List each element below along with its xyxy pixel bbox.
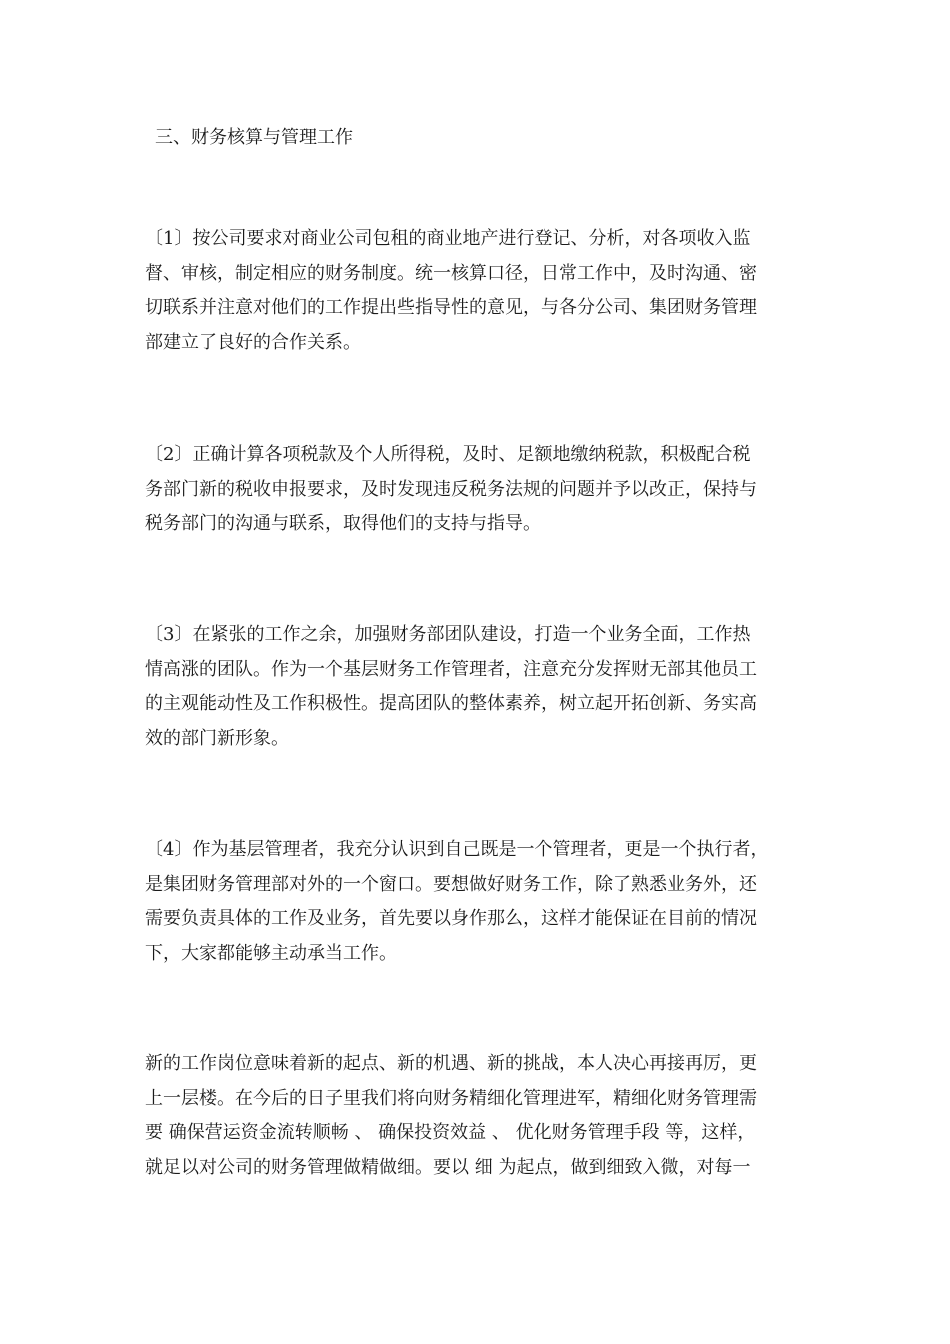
paragraph-line: 下，大家都能够主动承当工作。 xyxy=(145,942,397,964)
paragraph-line: 务部门新的税收申报要求，及时发现违反税务法规的问题并予以改正，保持与 xyxy=(145,478,757,500)
paragraph-5 xyxy=(145,1047,825,1185)
paragraph-line: 新的工作岗位意味着新的起点、新的机遇、新的挑战，本人决心再接再厉，更 xyxy=(145,1053,757,1074)
paragraph-4 xyxy=(145,833,825,971)
paragraph-line: 〔3〕在紧张的工作之余，加强财务部团队建设，打造一个业务全面，工作热 xyxy=(145,624,751,645)
paragraph-line: 税务部门的沟通与联系，取得他们的支持与指导。 xyxy=(145,513,541,534)
paragraph-line: 〔4〕作为基层管理者，我充分认识到自己既是一个管理者，更是一个执行者， xyxy=(145,839,769,860)
paragraph-line: 〔2〕正确计算各项税款及个人所得税，及时、足额地缴纳税款，积极配合税 xyxy=(145,444,751,465)
paragraph-line: 督、审核，制定相应的财务制度。统一核算口径，日常工作中，及时沟通、密 xyxy=(145,262,757,284)
paragraph-line: 就足以对公司的财务管理做精做细。要以 细 为起点，做到细致入微，对每一 xyxy=(145,1156,751,1178)
paragraph-line: 上一层楼。在今后的日子里我们将向财务精细化管理进军，精细化财务管理需 xyxy=(145,1087,757,1109)
section-heading: 三、财务核算与管理工作 xyxy=(155,127,353,148)
paragraph-line: 〔1〕按公司要求对商业公司包租的商业地产进行登记、分析，对各项收入监 xyxy=(145,228,751,249)
paragraph-line: 部建立了良好的合作关系。 xyxy=(145,331,361,353)
paragraph-line: 的主观能动性及工作积极性。提高团队的整体素养，树立起开拓创新、务实高 xyxy=(145,693,757,714)
paragraph-line: 是集团财务管理部对外的一个窗口。要想做好财务工作，除了熟悉业务外，还 xyxy=(145,873,757,895)
paragraph-line: 情高涨的团队。作为一个基层财务工作管理者，注意充分发挥财无部其他员工 xyxy=(145,658,757,680)
paragraph-2 xyxy=(145,438,825,542)
paragraph-3 xyxy=(145,618,825,756)
paragraph-line: 效的部门新形象。 xyxy=(145,727,289,749)
paragraph-line: 要 确保营运资金流转顺畅 、 确保投资效益 、 优化财务管理手段 等，这样， xyxy=(145,1122,756,1143)
paragraph-line: 切联系并注意对他们的工作提出些指导性的意见，与各分公司、集团财务管理 xyxy=(145,297,757,318)
paragraph-line: 需要负责具体的工作及业务，首先要以身作那么，这样才能保证在目前的情况 xyxy=(145,908,757,929)
paragraph-1 xyxy=(145,222,825,360)
